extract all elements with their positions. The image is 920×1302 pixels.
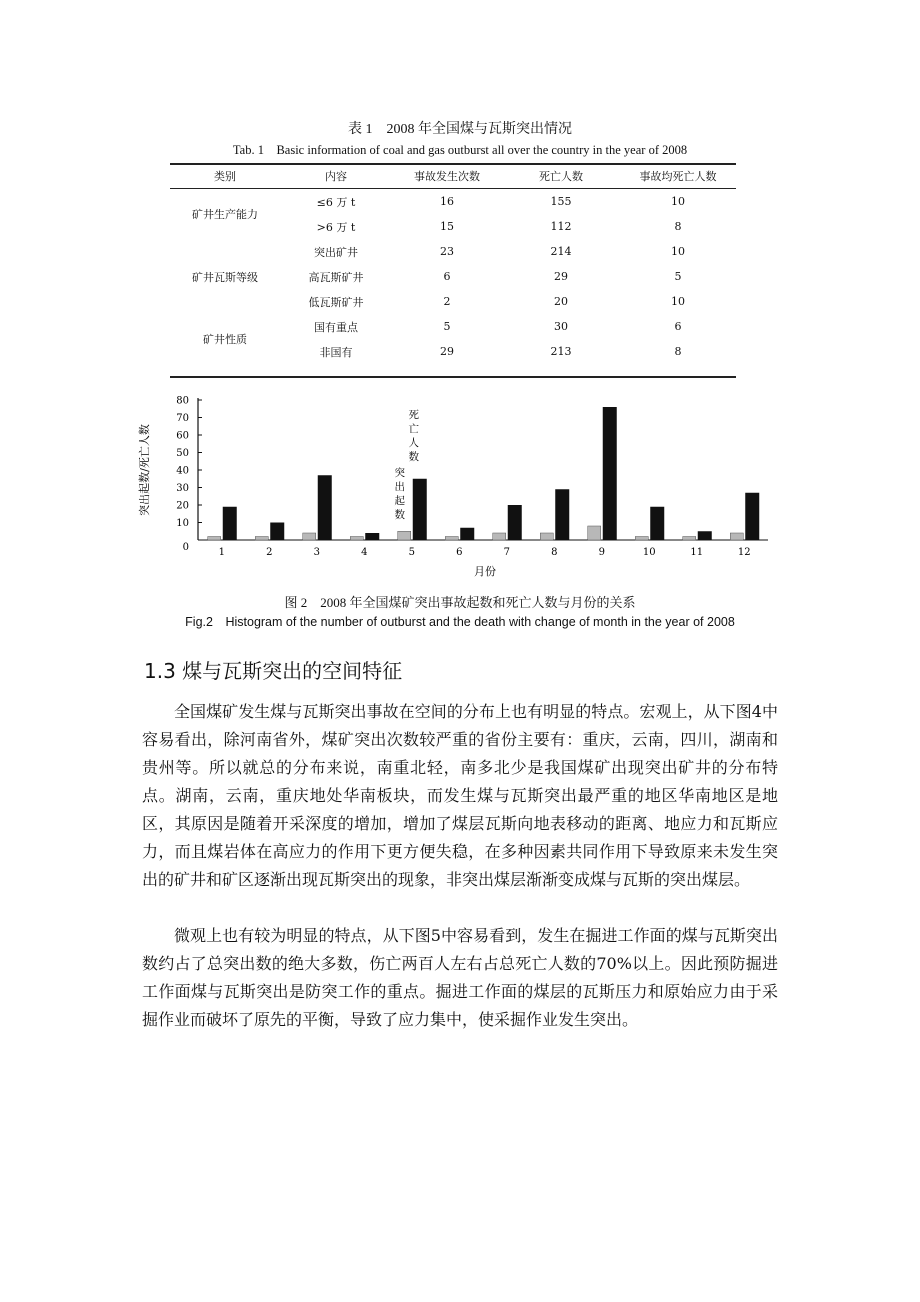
legend-death-char: 人 (408, 437, 419, 449)
outburst-count-bar (303, 533, 316, 540)
table-row (170, 239, 736, 264)
header-avg-deaths: 事故均死亡人数 (620, 164, 736, 189)
chart-bars (208, 407, 760, 540)
avg-cell: 10 (671, 195, 685, 208)
legend-count-char: 突 (394, 467, 405, 479)
paragraph: 全国煤矿发生煤与瓦斯突出事故在空间的分布上也有明显的特点。宏观上，从下图4中容易看出，除河南省外，煤矿突出次数较严重的省份主要有：重庆，云南，四川，湖南和贵州等。所以就总的分布来说，南重北轻，南多北少是我国煤矿出现突出矿井的分布特点。湖南，云南，重庆地处华南板块，而发生煤与瓦斯突出最严重的地区华南地区是地区，其原因是随着开采深度的增加，增加了煤层瓦斯向地表移动的距离、地应力和瓦斯应力，而且煤岩体在高应力的作用下更方便失稳，在多种因素共同作用下导致原来未发生突出的矿井和矿区逐渐出现瓦斯突出的现象，非突出煤层渐渐变成煤与瓦斯的突出煤层。 (142, 702, 778, 889)
y-tick-label: 30 (176, 483, 189, 494)
x-tick-label: 1 (218, 547, 225, 558)
monthly-outburst-chart (130, 390, 770, 580)
deaths-cell: 20 (554, 295, 568, 308)
x-axis-title: 月份 (474, 565, 496, 578)
header-accidents: 事故发生次数 (392, 164, 502, 189)
legend-count-char: 数 (394, 509, 405, 521)
death-count-bar (413, 479, 427, 540)
deaths-cell: 29 (554, 270, 568, 283)
figure-caption-cn: 图 2 2008 年全国煤矿突出事故起数和死亡人数与月份的关系 (284, 595, 636, 610)
content-cell: 非国有 (319, 345, 353, 359)
x-tick-label: 5 (408, 547, 415, 558)
chart-labels (137, 396, 751, 579)
x-tick-label: 10 (642, 547, 656, 558)
accidents-cell: 15 (440, 220, 454, 233)
outburst-count-bar (588, 526, 601, 540)
header-content: 内容 (280, 164, 392, 189)
death-count-bar (223, 507, 237, 540)
table-row (170, 189, 736, 215)
y-tick-label: 80 (176, 395, 189, 407)
table-header-row (170, 164, 736, 189)
figure-caption-en: Fig.2 Histogram of the number of outburst and the death with change of month in the year of 2008 (185, 615, 735, 629)
category-cell: 矿井瓦斯等级 (192, 270, 258, 284)
table-bottom-rule (170, 376, 736, 378)
paragraph: 微观上也有较为明显的特点，从下图5中容易看到，发生在掘进工作面的煤与瓦斯突出数约占了总突出数的绝大多数，伤亡两百人左右占总死亡人数的70%以上。因此预防掘进工作面煤与瓦斯突出是防突工作的重点。掘进工作面的煤层的瓦斯压力和原始应力由于采掘作业而破坏了原先的平衡，导致了应力集中，使采掘作业发生突出。 (142, 926, 778, 1029)
section-heading: 1.3 煤与瓦斯突出的空间特征 (144, 659, 403, 683)
deaths-cell: 30 (554, 320, 568, 333)
content-cell: 低瓦斯矿井 (308, 295, 364, 309)
accidents-cell: 6 (443, 270, 451, 283)
legend-count-char: 起 (394, 495, 405, 507)
y-axis-title: 突出起数/死亡人数 (138, 424, 151, 516)
y-tick-label: 70 (176, 413, 189, 424)
table-caption-cn: 表 1 2008 年全国煤与瓦斯突出情况 (348, 122, 572, 137)
header-category: 类别 (170, 164, 280, 189)
outburst-count-bar (493, 533, 506, 540)
y-tick-label: 0 (182, 542, 189, 553)
outburst-count-bar (398, 531, 411, 540)
y-tick-label: 60 (176, 430, 189, 442)
x-tick-label: 11 (690, 547, 704, 558)
death-count-bar (698, 531, 712, 540)
outburst-count-bar (208, 537, 221, 541)
content-cell: 突出矿井 (314, 245, 358, 259)
x-tick-label: 6 (456, 547, 463, 558)
table-caption-en: Tab. 1 Basic information of coal and gas outburst all over the country in the year of 2008 (232, 143, 688, 157)
death-count-bar (745, 493, 759, 540)
outburst-count-bar (730, 533, 743, 540)
deaths-cell: 214 (550, 245, 572, 258)
avg-cell: 10 (671, 245, 685, 258)
x-tick-label: 2 (266, 547, 273, 558)
table-row (170, 314, 736, 339)
outburst-count-bar (683, 537, 696, 541)
death-count-bar (365, 533, 379, 540)
outburst-count-bar (255, 537, 268, 541)
x-tick-label: 7 (503, 547, 510, 558)
legend-count-char: 出 (394, 481, 405, 493)
category-cell: 矿井生产能力 (192, 208, 258, 221)
avg-cell: 10 (671, 295, 685, 308)
avg-cell: 8 (674, 220, 682, 233)
y-tick-label: 10 (176, 518, 189, 529)
deaths-cell: 213 (550, 345, 572, 358)
death-count-bar (603, 407, 617, 540)
deaths-cell: 155 (550, 195, 572, 208)
x-tick-label: 4 (361, 547, 368, 558)
outburst-count-bar (540, 533, 553, 540)
accidents-cell: 5 (443, 320, 451, 333)
deaths-cell: 112 (550, 220, 572, 233)
content-cell: ≤6 万 t (316, 195, 356, 209)
content-cell: 高瓦斯矿井 (308, 270, 364, 284)
legend-death-char: 死 (408, 409, 419, 421)
content-cell: >6 万 t (316, 220, 356, 234)
death-count-bar (460, 528, 474, 540)
content-cell: 国有重点 (314, 320, 358, 334)
accidents-cell: 16 (440, 195, 454, 208)
outburst-count-bar (350, 537, 363, 541)
accidents-cell: 29 (440, 345, 454, 358)
death-count-bar (650, 507, 664, 540)
x-tick-label: 3 (313, 547, 320, 558)
death-count-bar (508, 505, 522, 540)
accidents-cell: 2 (443, 295, 451, 308)
avg-cell: 6 (674, 320, 682, 333)
y-tick-label: 40 (176, 465, 189, 477)
legend-death-char: 数 (408, 451, 419, 463)
legend-death-char: 亡 (408, 423, 419, 435)
category-cell: 矿井性质 (203, 333, 247, 346)
chart-axes (198, 398, 768, 540)
avg-cell: 8 (674, 345, 682, 358)
x-tick-label: 12 (737, 547, 751, 558)
death-count-bar (555, 489, 569, 540)
x-tick-label: 9 (598, 547, 605, 558)
death-count-bar (318, 475, 332, 540)
accidents-cell: 23 (440, 245, 454, 258)
avg-cell: 5 (674, 270, 682, 283)
death-count-bar (270, 523, 284, 541)
header-deaths: 死亡人数 (502, 164, 620, 189)
outburst-table (170, 164, 736, 364)
outburst-count-bar (445, 537, 458, 541)
x-tick-label: 8 (551, 547, 558, 558)
y-tick-label: 20 (176, 500, 189, 512)
outburst-count-bar (635, 537, 648, 541)
y-tick-label: 50 (176, 448, 189, 459)
